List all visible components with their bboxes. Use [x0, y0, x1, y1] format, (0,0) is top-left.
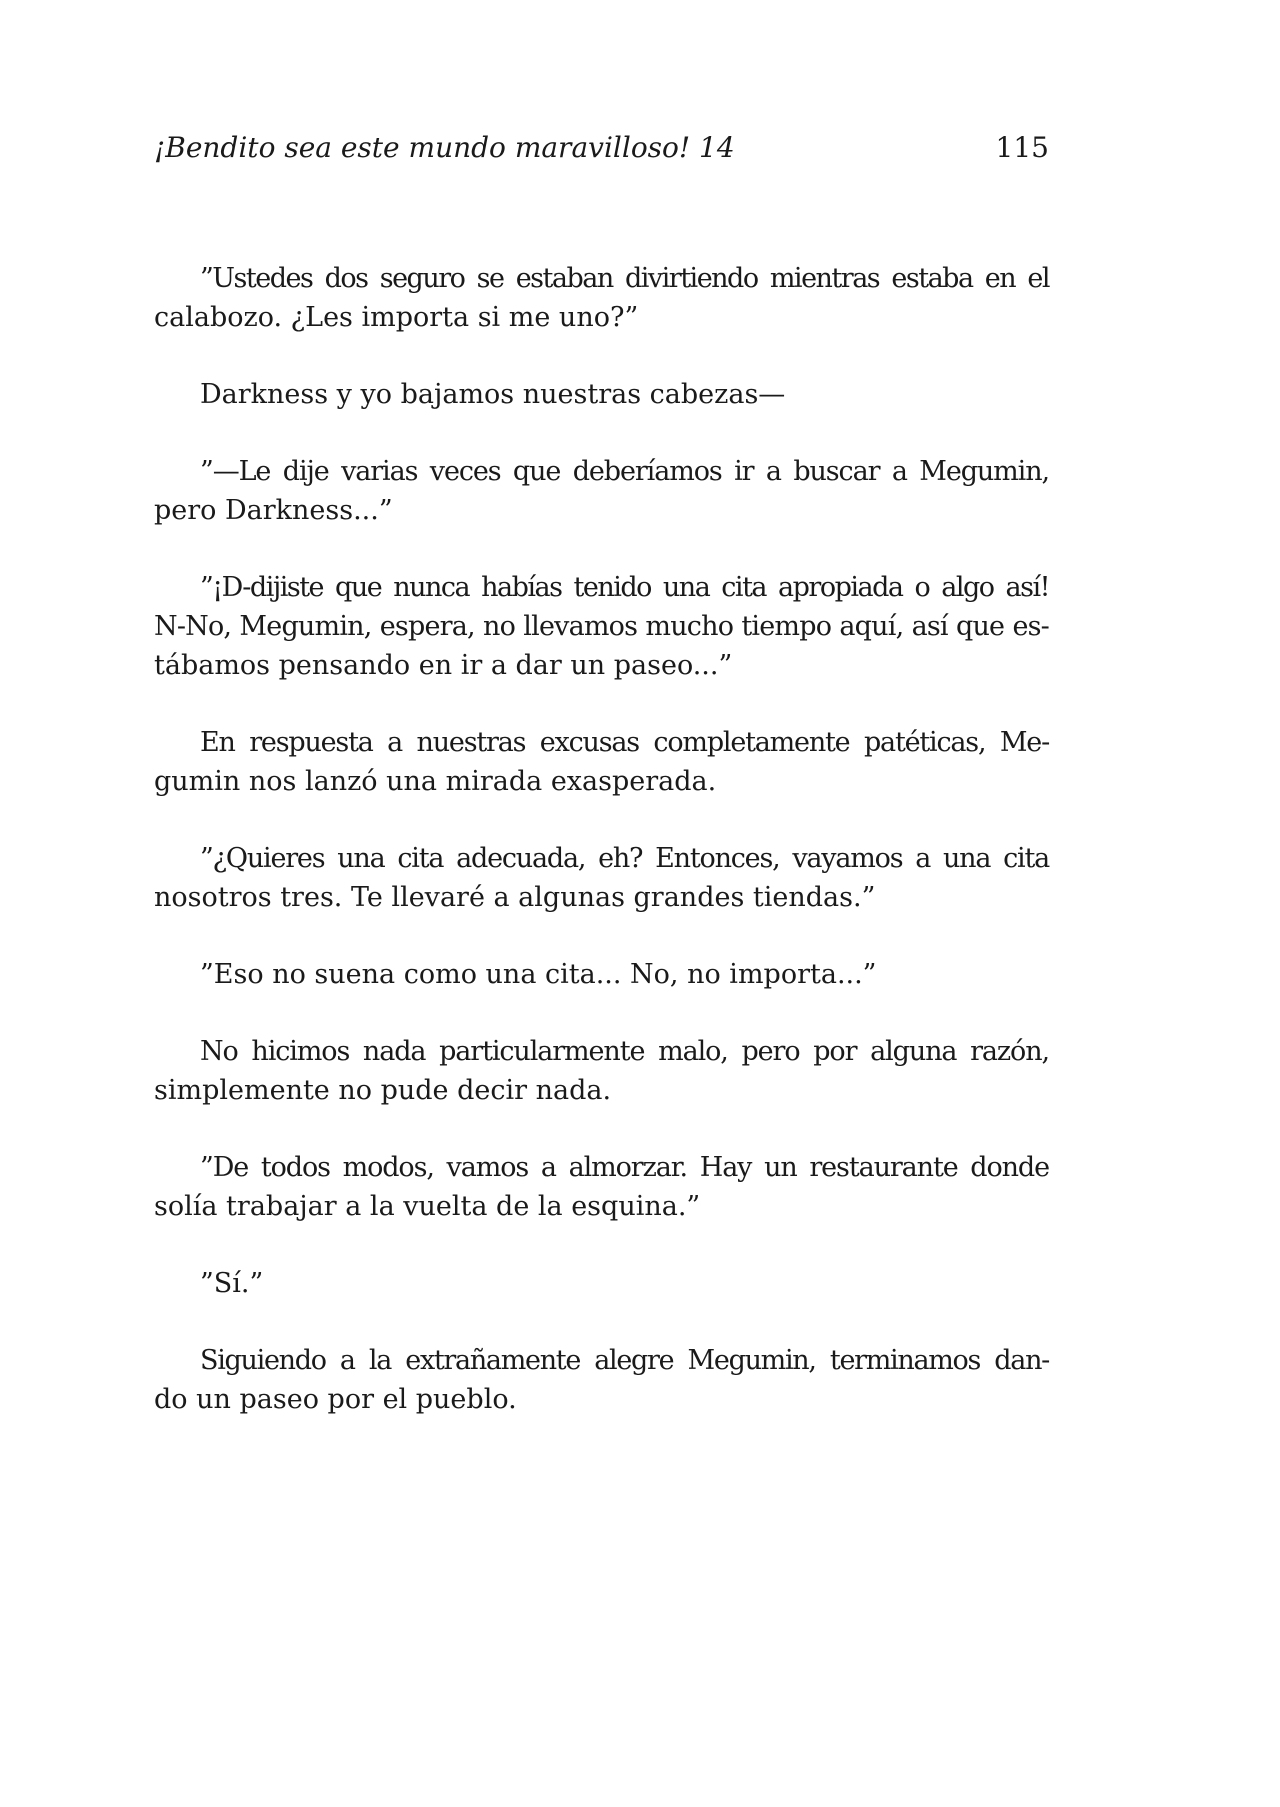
text-line: tábamos pensando en ir a dar un paseo...”: [154, 650, 733, 681]
running-title: ¡Bendito sea este mundo maravilloso! 14: [154, 131, 735, 164]
text-line: solía trabajar a la vuelta de la esquina.”: [154, 1191, 701, 1222]
text-line: ”Eso no suena como una cita... No, no importa...”: [200, 959, 877, 990]
text-line: ”¿Quieres una cita adecuada, eh? Entonces, vayamos a una cita: [200, 843, 1049, 874]
paragraph: [154, 839, 1049, 917]
paragraph: [154, 1032, 1049, 1110]
text-line: nosotros tres. Te llevaré a algunas grandes tiendas.”: [154, 882, 876, 913]
text-line: ”Sí.”: [200, 1268, 264, 1299]
text-line: gumin nos lanzó una mirada exasperada.: [154, 766, 717, 797]
text-line: No hicimos nada particularmente malo, pero por alguna razón,: [200, 1036, 1049, 1067]
page-number: 115: [995, 131, 1049, 164]
text-line: ”¡D-dijiste que nunca habías tenido una cita apropiada o algo así!: [200, 572, 1049, 603]
paragraph: [154, 723, 1049, 801]
paragraph: [154, 568, 1049, 685]
text-line: En respuesta a nuestras excusas completamente patéticas, Me-: [200, 727, 1049, 758]
text-line: ”—Le dije varias veces que deberíamos ir a buscar a Megumin,: [200, 456, 1049, 487]
paragraph: [154, 1148, 1049, 1226]
paragraph: [154, 955, 1049, 994]
text-line: Siguiendo a la extrañamente alegre Megumin, terminamos dan-: [200, 1345, 1049, 1376]
text-line: ”Ustedes dos seguro se estaban divirtiendo mientras estaba en el: [200, 263, 1049, 294]
paragraph: [154, 259, 1049, 337]
text-line: calabozo. ¿Les importa si me uno?”: [154, 302, 639, 333]
paragraph: [154, 452, 1049, 530]
text-line: pero Darkness...”: [154, 495, 393, 526]
text-line: ”De todos modos, vamos a almorzar. Hay un restaurante donde: [200, 1152, 1049, 1183]
body-text: [154, 259, 1049, 1457]
text-line: do un paseo por el pueblo.: [154, 1384, 517, 1415]
paragraph: [154, 1341, 1049, 1419]
text-line: simplemente no pude decir nada.: [154, 1075, 612, 1106]
paragraph: [154, 375, 1049, 414]
running-header: [154, 128, 1049, 168]
text-line: Darkness y yo bajamos nuestras cabezas—: [200, 379, 786, 410]
paragraph: [154, 1264, 1049, 1303]
text-line: N-No, Megumin, espera, no llevamos mucho tiempo aquí, así que es-: [154, 611, 1049, 642]
